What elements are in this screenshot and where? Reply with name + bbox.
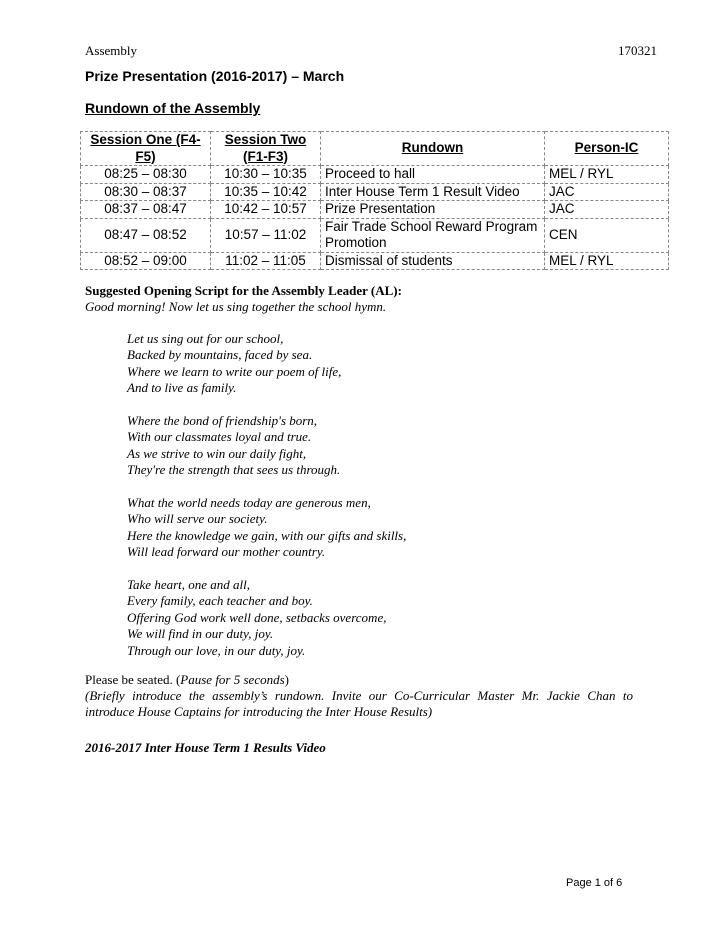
hymn-line: Offering God work well done, setbacks overcome, xyxy=(127,609,387,625)
table-cell: MEL / RYL xyxy=(545,252,669,270)
seating-text: Please be seated. ( xyxy=(85,672,181,687)
hymn-stanza xyxy=(127,577,406,659)
table-cell: Prize Presentation xyxy=(321,201,545,219)
hymn-line: They're the strength that sees us through. xyxy=(127,462,341,478)
table-cell: 10:30 – 10:35 xyxy=(211,166,321,184)
table-cell: 08:25 – 08:30 xyxy=(81,166,211,184)
hymn-line: What the world needs today are generous men, xyxy=(127,495,371,511)
table-cell: 10:57 – 11:02 xyxy=(211,218,321,252)
page-number: Page 1 of 6 xyxy=(566,877,623,889)
table-cell: MEL / RYL xyxy=(545,166,669,184)
hymn-line: Every family, each teacher and boy. xyxy=(127,593,313,609)
table-row xyxy=(81,166,669,184)
header-doc-code: 170321 xyxy=(618,43,657,58)
script-heading: Suggested Opening Script for the Assembly Leader (AL): xyxy=(85,283,402,298)
table-cell: 08:37 – 08:47 xyxy=(81,201,211,219)
table-header-row xyxy=(81,132,669,166)
hymn-line: Through our love, in our duty, joy. xyxy=(127,642,306,658)
table-cell: Proceed to hall xyxy=(321,166,545,184)
table-row xyxy=(81,201,669,219)
hymn-stanza xyxy=(127,413,406,479)
table-cell: 10:35 – 10:42 xyxy=(211,183,321,201)
pause-note: Pause for 5 seconds xyxy=(180,672,285,687)
hymn-line: As we strive to win our daily fight, xyxy=(127,445,307,461)
seating-close: ) xyxy=(284,672,289,687)
video-section-heading: 2016-2017 Inter House Term 1 Results Video xyxy=(85,740,326,755)
leader-instruction: (Briefly introduce the assembly’s rundown. Invite our Co-Curricular Master Mr. Jackie Chan to introduce House Captains for introducing the Inter House Results) xyxy=(85,688,633,720)
column-header: Rundown xyxy=(321,132,545,166)
table-row xyxy=(81,183,669,201)
table-cell: 10:42 – 10:57 xyxy=(211,201,321,219)
hymn-line: Here the knowledge we gain, with our gifts and skills, xyxy=(127,527,407,543)
seating-instruction xyxy=(85,672,289,688)
table-cell: 08:52 – 09:00 xyxy=(81,252,211,270)
column-header: Session Two (F1-F3) xyxy=(211,132,321,166)
table-cell: JAC xyxy=(545,201,669,219)
school-hymn xyxy=(127,331,406,675)
hymn-stanza xyxy=(127,331,406,397)
hymn-line: Take heart, one and all, xyxy=(127,577,251,593)
page-title: Prize Presentation (2016-2017) – March xyxy=(85,68,345,84)
hymn-line: Backed by mountains, faced by sea. xyxy=(127,347,313,363)
table-cell: CEN xyxy=(545,218,669,252)
header-doc-name: Assembly xyxy=(85,43,137,58)
hymn-line: Will lead forward our mother country. xyxy=(127,544,326,560)
table-cell: Dismissal of students xyxy=(321,252,545,270)
table-row xyxy=(81,218,669,252)
hymn-line: Who will serve our society. xyxy=(127,511,268,527)
hymn-line: And to live as family. xyxy=(127,380,237,396)
table-cell: 08:47 – 08:52 xyxy=(81,218,211,252)
hymn-line: Where the bond of friendship's born, xyxy=(127,413,318,429)
table-cell: Fair Trade School Reward Program Promotion xyxy=(321,218,545,252)
hymn-line: Where we learn to write our poem of life, xyxy=(127,363,342,379)
table-cell: JAC xyxy=(545,183,669,201)
column-header: Person-IC xyxy=(545,132,669,166)
hymn-line: We will find in our duty, joy. xyxy=(127,626,274,642)
table-cell: Inter House Term 1 Result Video xyxy=(321,183,545,201)
hymn-line: Let us sing out for our school, xyxy=(127,331,284,346)
column-header: Session One (F4-F5) xyxy=(81,132,211,166)
table-cell: 08:30 – 08:37 xyxy=(81,183,211,201)
table-row xyxy=(81,252,669,270)
script-intro: Good morning! Now let us sing together the school hymn. xyxy=(85,299,387,314)
section-heading-rundown: Rundown of the Assembly xyxy=(85,100,261,116)
hymn-stanza xyxy=(127,495,406,561)
rundown-table xyxy=(80,131,669,270)
table-cell: 11:02 – 11:05 xyxy=(211,252,321,270)
hymn-line: With our classmates loyal and true. xyxy=(127,429,312,445)
